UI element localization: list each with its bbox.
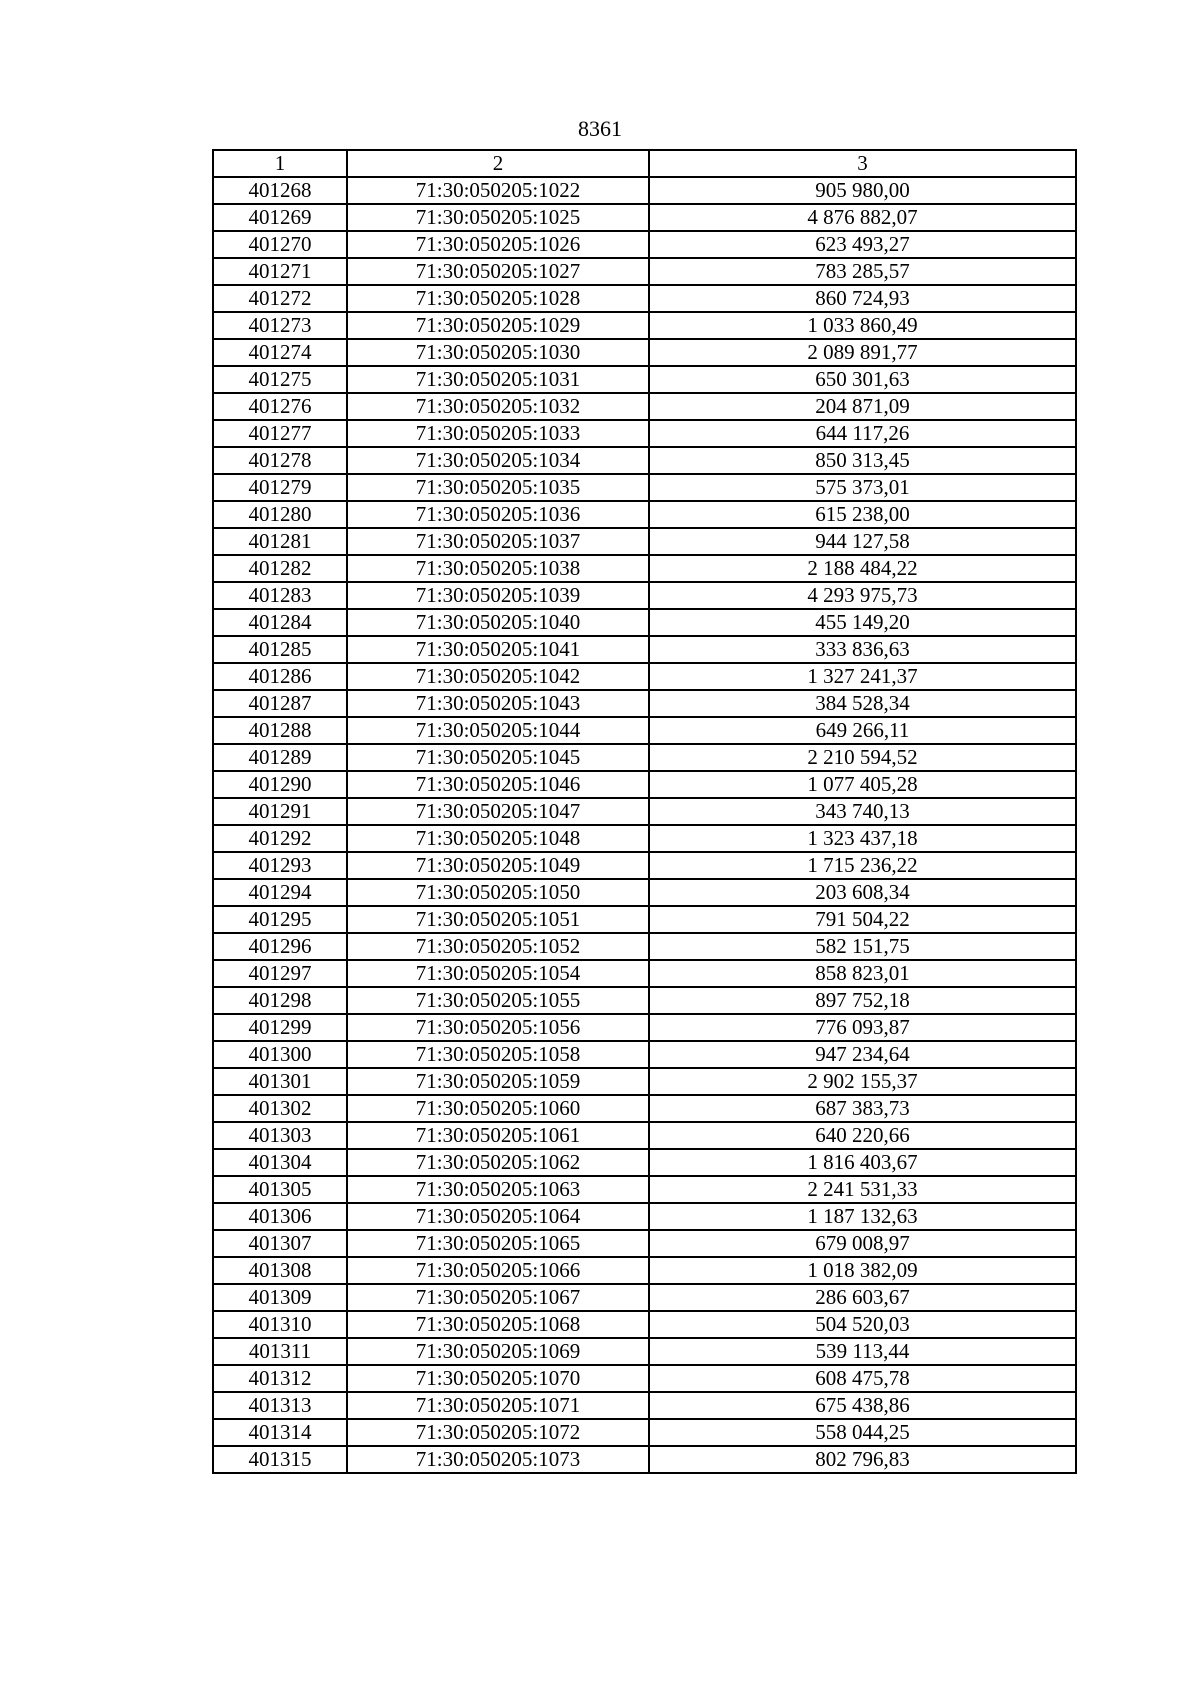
- table-row: [213, 1149, 1076, 1176]
- row-number-cell: 401295: [213, 906, 347, 933]
- row-number-cell: 401311: [213, 1338, 347, 1365]
- cadastral-number-cell: 71:30:050205:1049: [347, 852, 649, 879]
- table-row: [213, 798, 1076, 825]
- table-body: [213, 177, 1076, 1473]
- cadastral-number-cell: 71:30:050205:1047: [347, 798, 649, 825]
- row-number-cell: 401281: [213, 528, 347, 555]
- row-number-cell: 401302: [213, 1095, 347, 1122]
- cadastral-value-cell: 1 077 405,28: [649, 771, 1076, 798]
- cadastral-number-cell: 71:30:050205:1035: [347, 474, 649, 501]
- row-number-cell: 401286: [213, 663, 347, 690]
- cadastral-value-cell: 944 127,58: [649, 528, 1076, 555]
- cadastral-value-cell: 860 724,93: [649, 285, 1076, 312]
- cadastral-value-cell: 343 740,13: [649, 798, 1076, 825]
- table-row: [213, 474, 1076, 501]
- row-number-cell: 401305: [213, 1176, 347, 1203]
- cadastral-number-cell: 71:30:050205:1062: [347, 1149, 649, 1176]
- row-number-cell: 401313: [213, 1392, 347, 1419]
- row-number-cell: 401283: [213, 582, 347, 609]
- cadastral-number-cell: 71:30:050205:1025: [347, 204, 649, 231]
- table-row: [213, 1311, 1076, 1338]
- row-number-cell: 401279: [213, 474, 347, 501]
- cadastral-number-cell: 71:30:050205:1039: [347, 582, 649, 609]
- cadastral-number-cell: 71:30:050205:1042: [347, 663, 649, 690]
- cadastral-number-cell: 71:30:050205:1046: [347, 771, 649, 798]
- cadastral-number-cell: 71:30:050205:1065: [347, 1230, 649, 1257]
- cadastral-value-cell: 623 493,27: [649, 231, 1076, 258]
- table-row: [213, 1095, 1076, 1122]
- cadastral-value-cell: 2 210 594,52: [649, 744, 1076, 771]
- row-number-cell: 401277: [213, 420, 347, 447]
- cadastral-value-cell: 504 520,03: [649, 1311, 1076, 1338]
- cadastral-value-cell: 897 752,18: [649, 987, 1076, 1014]
- cadastral-value-cell: 649 266,11: [649, 717, 1076, 744]
- table-row: [213, 285, 1076, 312]
- cadastral-number-cell: 71:30:050205:1051: [347, 906, 649, 933]
- table-row: [213, 663, 1076, 690]
- cadastral-number-cell: 71:30:050205:1060: [347, 1095, 649, 1122]
- cadastral-value-cell: 204 871,09: [649, 393, 1076, 420]
- cadastral-value-cell: 333 836,63: [649, 636, 1076, 663]
- cadastral-number-cell: 71:30:050205:1030: [347, 339, 649, 366]
- table-row: [213, 501, 1076, 528]
- table-row: [213, 1041, 1076, 1068]
- cadastral-number-cell: 71:30:050205:1059: [347, 1068, 649, 1095]
- row-number-cell: 401278: [213, 447, 347, 474]
- row-number-cell: 401272: [213, 285, 347, 312]
- row-number-cell: 401287: [213, 690, 347, 717]
- cadastral-number-cell: 71:30:050205:1040: [347, 609, 649, 636]
- cadastral-value-cell: 776 093,87: [649, 1014, 1076, 1041]
- table-row: [213, 636, 1076, 663]
- cadastral-number-cell: 71:30:050205:1052: [347, 933, 649, 960]
- cadastral-value-cell: 1 816 403,67: [649, 1149, 1076, 1176]
- cadastral-number-cell: 71:30:050205:1056: [347, 1014, 649, 1041]
- cadastral-value-cell: 1 018 382,09: [649, 1257, 1076, 1284]
- row-number-cell: 401282: [213, 555, 347, 582]
- cadastral-value-cell: 783 285,57: [649, 258, 1076, 285]
- table-row: [213, 420, 1076, 447]
- cadastral-value-cell: 1 715 236,22: [649, 852, 1076, 879]
- cadastral-value-cell: 2 241 531,33: [649, 1176, 1076, 1203]
- row-number-cell: 401273: [213, 312, 347, 339]
- row-number-cell: 401297: [213, 960, 347, 987]
- row-number-cell: 401274: [213, 339, 347, 366]
- row-number-cell: 401275: [213, 366, 347, 393]
- table-row: [213, 1230, 1076, 1257]
- table-row: [213, 393, 1076, 420]
- cadastral-value-cell: 640 220,66: [649, 1122, 1076, 1149]
- cadastral-value-cell: 582 151,75: [649, 933, 1076, 960]
- row-number-cell: 401268: [213, 177, 347, 204]
- row-number-cell: 401312: [213, 1365, 347, 1392]
- cadastral-value-cell: 858 823,01: [649, 960, 1076, 987]
- table-header-row: [213, 150, 1076, 177]
- cadastral-number-cell: 71:30:050205:1063: [347, 1176, 649, 1203]
- row-number-cell: 401298: [213, 987, 347, 1014]
- cadastral-number-cell: 71:30:050205:1050: [347, 879, 649, 906]
- row-number-cell: 401271: [213, 258, 347, 285]
- table-row: [213, 717, 1076, 744]
- cadastral-value-cell: 558 044,25: [649, 1419, 1076, 1446]
- table-row: [213, 1203, 1076, 1230]
- row-number-cell: 401306: [213, 1203, 347, 1230]
- cadastral-value-cell: 384 528,34: [649, 690, 1076, 717]
- cadastral-value-cell: 650 301,63: [649, 366, 1076, 393]
- cadastral-number-cell: 71:30:050205:1032: [347, 393, 649, 420]
- row-number-cell: 401289: [213, 744, 347, 771]
- cadastral-value-cell: 286 603,67: [649, 1284, 1076, 1311]
- table-row: [213, 690, 1076, 717]
- row-number-cell: 401304: [213, 1149, 347, 1176]
- table-row: [213, 825, 1076, 852]
- table-row: [213, 528, 1076, 555]
- cadastral-value-cell: 203 608,34: [649, 879, 1076, 906]
- row-number-cell: 401308: [213, 1257, 347, 1284]
- table-row: [213, 906, 1076, 933]
- cadastral-number-cell: 71:30:050205:1071: [347, 1392, 649, 1419]
- column-header-1: 1: [213, 150, 347, 177]
- cadastral-value-cell: 4 293 975,73: [649, 582, 1076, 609]
- table-row: [213, 933, 1076, 960]
- cadastral-value-cell: 2 188 484,22: [649, 555, 1076, 582]
- row-number-cell: 401309: [213, 1284, 347, 1311]
- table-row: [213, 1122, 1076, 1149]
- cadastral-number-cell: 71:30:050205:1072: [347, 1419, 649, 1446]
- cadastral-number-cell: 71:30:050205:1064: [347, 1203, 649, 1230]
- table-row: [213, 1257, 1076, 1284]
- table-row: [213, 258, 1076, 285]
- table-row: [213, 744, 1076, 771]
- table-row: [213, 609, 1076, 636]
- cadastral-number-cell: 71:30:050205:1026: [347, 231, 649, 258]
- row-number-cell: 401303: [213, 1122, 347, 1149]
- cadastral-value-cell: 850 313,45: [649, 447, 1076, 474]
- cadastral-number-cell: 71:30:050205:1033: [347, 420, 649, 447]
- cadastral-value-cell: 1 327 241,37: [649, 663, 1076, 690]
- row-number-cell: 401307: [213, 1230, 347, 1257]
- table-row: [213, 339, 1076, 366]
- row-number-cell: 401301: [213, 1068, 347, 1095]
- table-row: [213, 312, 1076, 339]
- column-header-2: 2: [347, 150, 649, 177]
- cadastral-number-cell: 71:30:050205:1028: [347, 285, 649, 312]
- row-number-cell: 401310: [213, 1311, 347, 1338]
- cadastral-number-cell: 71:30:050205:1055: [347, 987, 649, 1014]
- cadastral-value-cell: 947 234,64: [649, 1041, 1076, 1068]
- table-row: [213, 771, 1076, 798]
- cadastral-number-cell: 71:30:050205:1069: [347, 1338, 649, 1365]
- row-number-cell: 401314: [213, 1419, 347, 1446]
- cadastral-value-cell: 675 438,86: [649, 1392, 1076, 1419]
- table-row: [213, 852, 1076, 879]
- row-number-cell: 401280: [213, 501, 347, 528]
- table-row: [213, 1392, 1076, 1419]
- cadastral-value-cell: 802 796,83: [649, 1446, 1076, 1473]
- cadastral-value-cell: 455 149,20: [649, 609, 1076, 636]
- page-number: 8361: [578, 116, 622, 141]
- table-row: [213, 555, 1076, 582]
- row-number-cell: 401299: [213, 1014, 347, 1041]
- row-number-cell: 401270: [213, 231, 347, 258]
- row-number-cell: 401292: [213, 825, 347, 852]
- row-number-cell: 401315: [213, 1446, 347, 1473]
- table-row: [213, 177, 1076, 204]
- cadastral-value-cell: 1 187 132,63: [649, 1203, 1076, 1230]
- cadastral-number-cell: 71:30:050205:1034: [347, 447, 649, 474]
- cadastral-number-cell: 71:30:050205:1067: [347, 1284, 649, 1311]
- row-number-cell: 401300: [213, 1041, 347, 1068]
- row-number-cell: 401269: [213, 204, 347, 231]
- cadastral-number-cell: 71:30:050205:1031: [347, 366, 649, 393]
- cadastral-value-cell: 539 113,44: [649, 1338, 1076, 1365]
- table-row: [213, 1419, 1076, 1446]
- cadastral-number-cell: 71:30:050205:1044: [347, 717, 649, 744]
- table-row: [213, 1446, 1076, 1473]
- row-number-cell: 401284: [213, 609, 347, 636]
- cadastral-value-cell: 608 475,78: [649, 1365, 1076, 1392]
- table-row: [213, 1365, 1076, 1392]
- cadastral-number-cell: 71:30:050205:1048: [347, 825, 649, 852]
- cadastral-number-cell: 71:30:050205:1045: [347, 744, 649, 771]
- row-number-cell: 401293: [213, 852, 347, 879]
- cadastral-number-cell: 71:30:050205:1068: [347, 1311, 649, 1338]
- cadastral-number-cell: 71:30:050205:1036: [347, 501, 649, 528]
- cadastral-value-cell: 687 383,73: [649, 1095, 1076, 1122]
- column-header-3: 3: [649, 150, 1076, 177]
- cadastral-value-cell: 575 373,01: [649, 474, 1076, 501]
- table-row: [213, 447, 1076, 474]
- cadastral-number-cell: 71:30:050205:1061: [347, 1122, 649, 1149]
- table-row: [213, 231, 1076, 258]
- cadastral-value-cell: 791 504,22: [649, 906, 1076, 933]
- row-number-cell: 401296: [213, 933, 347, 960]
- cadastral-number-cell: 71:30:050205:1029: [347, 312, 649, 339]
- cadastral-number-cell: 71:30:050205:1041: [347, 636, 649, 663]
- cadastral-value-cell: 2 089 891,77: [649, 339, 1076, 366]
- cadastral-number-cell: 71:30:050205:1054: [347, 960, 649, 987]
- cadastral-value-cell: 905 980,00: [649, 177, 1076, 204]
- cadastral-value-table: [212, 149, 1077, 1474]
- row-number-cell: 401276: [213, 393, 347, 420]
- table-row: [213, 366, 1076, 393]
- cadastral-number-cell: 71:30:050205:1038: [347, 555, 649, 582]
- table-row: [213, 987, 1076, 1014]
- cadastral-number-cell: 71:30:050205:1027: [347, 258, 649, 285]
- cadastral-number-cell: 71:30:050205:1058: [347, 1041, 649, 1068]
- cadastral-value-cell: 1 033 860,49: [649, 312, 1076, 339]
- table-row: [213, 1014, 1076, 1041]
- table-row: [213, 1338, 1076, 1365]
- cadastral-value-cell: 615 238,00: [649, 501, 1076, 528]
- table-row: [213, 1284, 1076, 1311]
- table-row: [213, 960, 1076, 987]
- row-number-cell: 401294: [213, 879, 347, 906]
- cadastral-number-cell: 71:30:050205:1022: [347, 177, 649, 204]
- cadastral-value-cell: 4 876 882,07: [649, 204, 1076, 231]
- cadastral-number-cell: 71:30:050205:1043: [347, 690, 649, 717]
- table-row: [213, 582, 1076, 609]
- table-row: [213, 879, 1076, 906]
- cadastral-number-cell: 71:30:050205:1066: [347, 1257, 649, 1284]
- row-number-cell: 401288: [213, 717, 347, 744]
- cadastral-value-cell: 2 902 155,37: [649, 1068, 1076, 1095]
- table-row: [213, 1068, 1076, 1095]
- table-row: [213, 1176, 1076, 1203]
- cadastral-value-cell: 679 008,97: [649, 1230, 1076, 1257]
- table-row: [213, 204, 1076, 231]
- cadastral-value-cell: 1 323 437,18: [649, 825, 1076, 852]
- cadastral-number-cell: 71:30:050205:1037: [347, 528, 649, 555]
- row-number-cell: 401285: [213, 636, 347, 663]
- cadastral-number-cell: 71:30:050205:1070: [347, 1365, 649, 1392]
- cadastral-value-cell: 644 117,26: [649, 420, 1076, 447]
- row-number-cell: 401290: [213, 771, 347, 798]
- cadastral-number-cell: 71:30:050205:1073: [347, 1446, 649, 1473]
- row-number-cell: 401291: [213, 798, 347, 825]
